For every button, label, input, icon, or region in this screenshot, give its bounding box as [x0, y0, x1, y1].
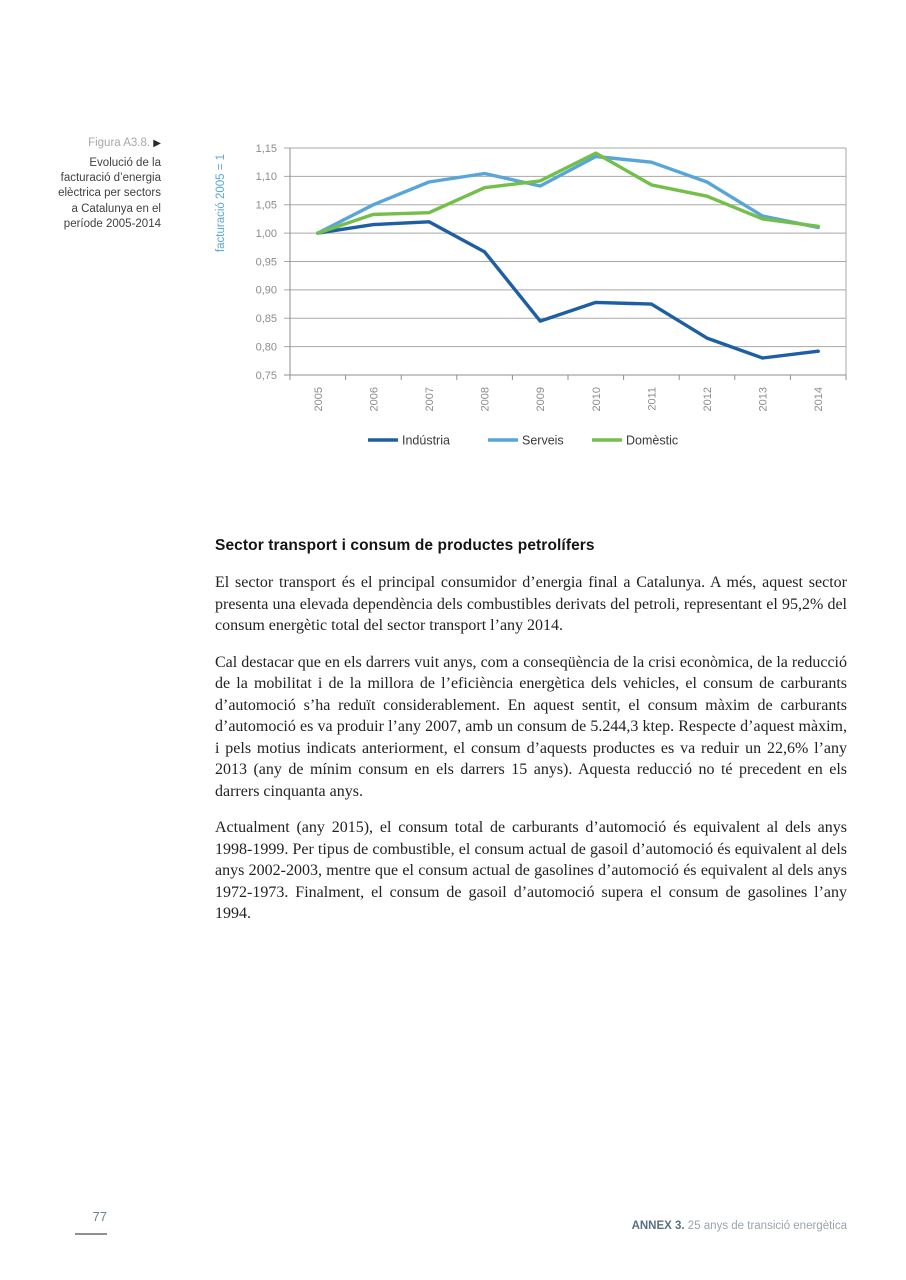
y-axis-title: facturació 2005 = 1: [215, 153, 227, 253]
x-tick-label: 2008: [479, 387, 492, 412]
y-tick-label: 0,90: [255, 284, 277, 297]
y-tick-label: 0,75: [255, 369, 277, 382]
x-tick-label: 2014: [813, 387, 826, 412]
y-tick-label: 1,10: [255, 171, 277, 184]
paragraph: Actualment (any 2015), el consum total de carburants d’automoció és equivalent al dels anys 1998-1999. Per tipus de combustible, el consum actual de gasoil d’automoció és equivalent al dels anys 2002-2003, mentre que el consum actual de gasolines d’automoció és equivalent al dels anys 1972-1973. Finalment, el consum de gasoil d’automoció supera el consum de gasolines l’any 1994.: [215, 819, 847, 922]
line-chart: [200, 135, 860, 465]
x-tick-label: 2012: [702, 387, 714, 412]
x-tick-label: 2007: [424, 387, 436, 412]
legend-label-indústria: Indústria: [402, 433, 450, 448]
figure-arrow-icon: ▶: [153, 138, 161, 149]
x-tick-label: 2009: [535, 387, 548, 412]
x-tick-label: 2005: [312, 387, 325, 412]
legend-label-serveis: Serveis: [522, 433, 564, 448]
x-tick-label: 2013: [757, 387, 770, 412]
y-tick-label: 1,05: [255, 199, 277, 212]
figure-caption-text: Evolució de la facturació d’energia elèctrica per sectors a Catalunya en el període 2005-2014: [58, 157, 161, 230]
footer-annex-label: ANNEX 3.: [631, 1220, 685, 1232]
footer-annex-text: 25 anys de transició energètica: [684, 1220, 847, 1232]
figure-label-text: Figura A3.8.: [88, 137, 151, 149]
y-tick-label: 1,15: [255, 142, 277, 155]
x-tick-label: 2010: [590, 387, 603, 412]
paragraph: Cal destacar que en els darrers vuit anys, com a conseqüència de la crisi econòmica, de la reducció de la mobilitat i de la millora de l’eficiència energètica dels vehicles, el consum de carburants d’automoció s’ha reduït considerablement. En aquest sentit, el consum màxim de carburants d’automoció es va produir l’any 2007, amb un consum de 5.244,3 ktep. Respecte d’aquest màxim, i pels motius indicats anteriorment, el consum d’aquests productes es va reduir un 22,6% l’any 2013 (any de mínim consum en els darrers 15 anys). Aquesta reducció no té precedent en els darrers cinquanta anys.: [215, 653, 847, 800]
x-tick-label: 2011: [646, 387, 659, 411]
legend-label-domèstic: Domèstic: [626, 433, 679, 448]
page-number: 77: [75, 1209, 107, 1235]
y-tick-label: 1,00: [255, 227, 277, 240]
x-tick-label: 2006: [368, 387, 381, 412]
footer-running-title: [632, 1220, 847, 1232]
body-text: [215, 572, 847, 940]
paragraph: El sector transport és el principal consumidor d’energia final a Catalunya. A més, aquest sector presenta una elevada dependència dels combustibles derivats del petroli, representant el 95,2% del consum energètic total del sector transport l’any 2014.: [215, 574, 847, 634]
figure-chart: [200, 135, 860, 465]
y-tick-label: 0,95: [255, 256, 277, 269]
y-tick-label: 0,85: [255, 313, 277, 326]
section-heading: Sector transport i consum de productes petrolífers: [215, 537, 595, 554]
figure-caption: [55, 137, 161, 232]
y-tick-label: 0,80: [255, 341, 277, 354]
series-line-domèstic: [318, 153, 818, 233]
figure-label: [55, 137, 161, 149]
